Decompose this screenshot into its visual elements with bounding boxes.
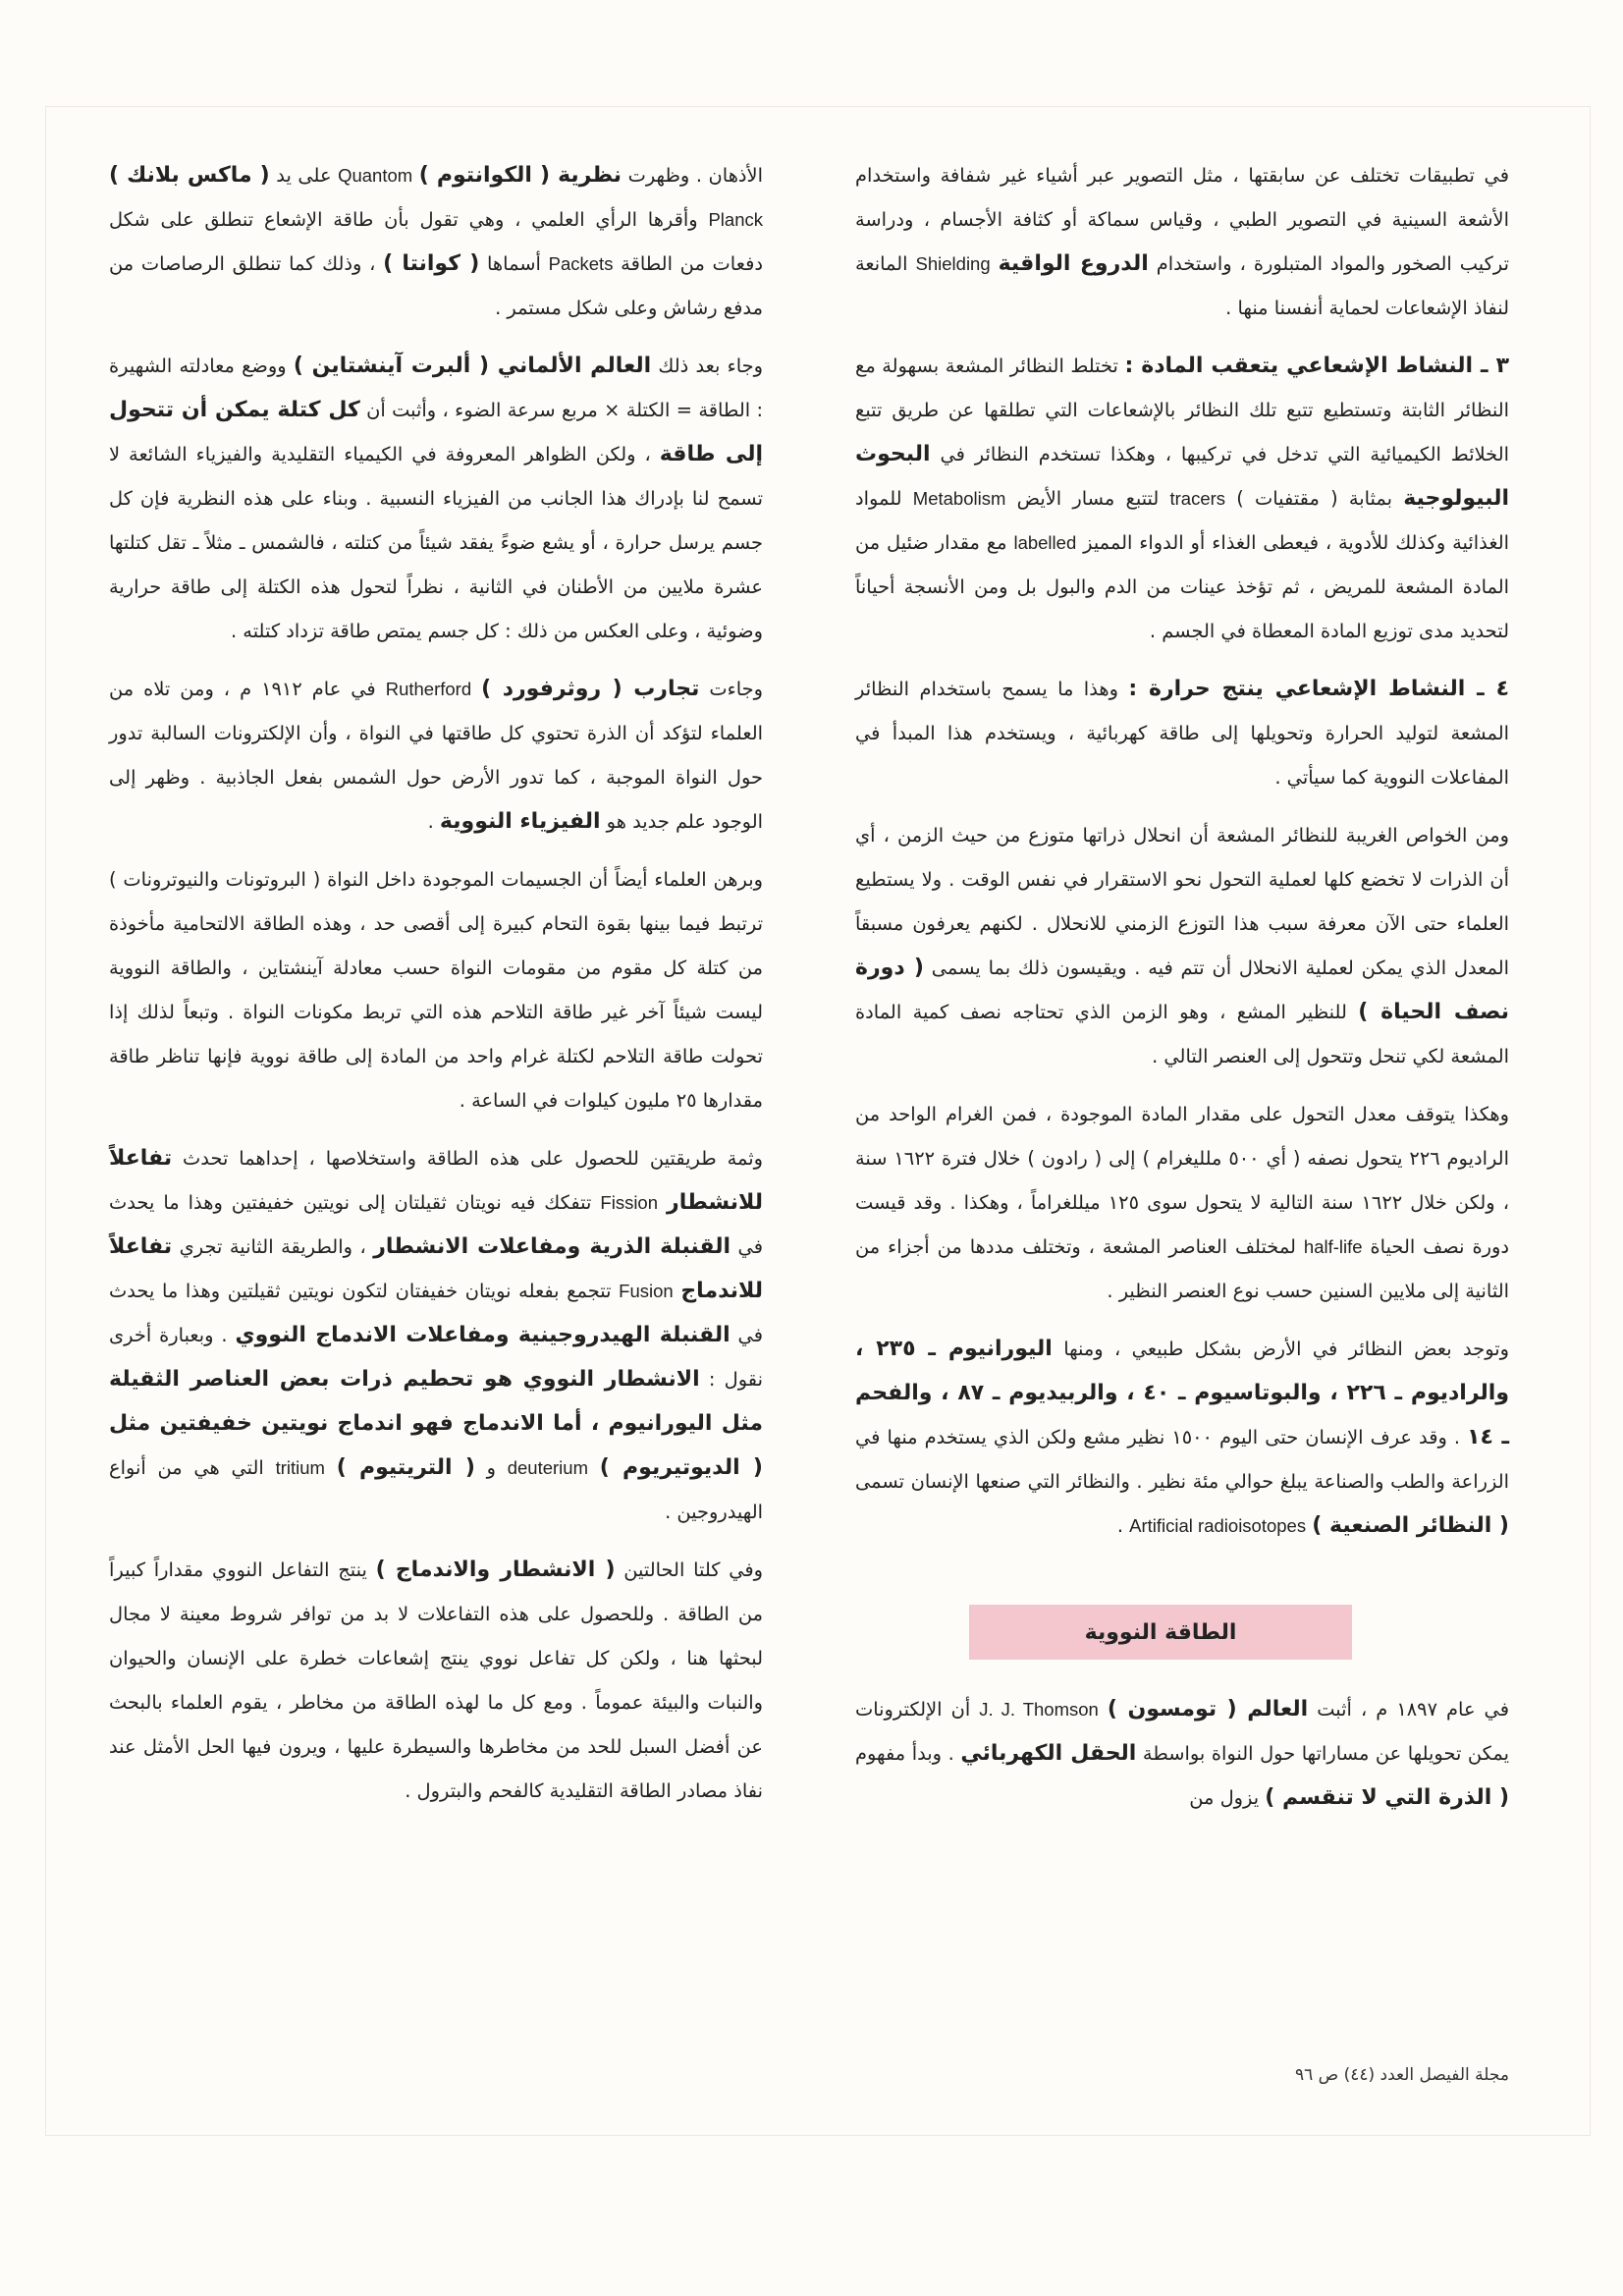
body-text: وجاء بعد ذلك xyxy=(651,355,763,377)
emphasis-text: الحقل الكهربائي xyxy=(960,1741,1137,1766)
body-text: لتتبع مسار الأيض xyxy=(1005,487,1170,510)
body-text: على يد xyxy=(269,164,339,187)
paragraph xyxy=(855,344,1509,653)
body-text: وهكذا يتوقف معدل التحول على مقدار المادة الموجودة ، فمن الغرام الواحد من الراديوم ٢٢٦ يتحول نصفه ( أي ٥٠٠ ملليغرام ) إلى ( رادون ) خلال فترة ١٦٢٢ سنة ، ولكن خلال ١٦٢٢ سنة التالية لا يتحول سوى ١٢٥ ميللغراماً ، وهكذا . وقد قيست دورة نصف الحياة xyxy=(855,1103,1509,1258)
latin-term: Packets xyxy=(548,253,614,274)
latin-term: tritium xyxy=(275,1457,325,1478)
body-text: أسماها xyxy=(479,252,549,275)
emphasis-text: الفيزياء النووية xyxy=(439,809,601,834)
latin-term: tracers xyxy=(1169,488,1226,509)
body-text: ، وذلك كما تنطلق الرصاصات من مدفع رشاش وعلى شكل مستمر . xyxy=(109,252,763,319)
body-text: . وبدأ مفهوم xyxy=(855,1742,961,1765)
body-text: وهذا ما يسمح باستخدام النظائر المشعة لتوليد الحرارة وتحويلها إلى طاقة كهربائية ، ويستخدم هذا المبدأ في المفاعلات النووية كما سيأتي . xyxy=(855,678,1509,789)
emphasis-text: كل كتلة يمكن أن تتحول إلى طاقة xyxy=(109,398,763,466)
body-text: وفي كلتا الحالتين xyxy=(615,1558,763,1581)
paragraph xyxy=(109,1136,763,1534)
body-text: تتجمع بفعله نويتان خفيفتان لتكون نويتين ثقيلتين وهذا ما يحدث في xyxy=(109,1280,763,1346)
latin-term: Quantom xyxy=(338,165,413,186)
section-heading: الطاقة النووية xyxy=(1084,1619,1237,1645)
body-text: ، والطريقة الثانية تجري xyxy=(172,1235,374,1258)
body-text xyxy=(1099,1698,1108,1721)
body-text: للمواد الغذائية وكذلك للأدوية ، فيعطى الغذاء أو الدواء المميز xyxy=(855,487,1509,554)
body-text: . وقد عرف الإنسان حتى اليوم ١٥٠٠ نظير مشع ولكن الذي يستخدم منها في الزراعة والطب والصناعة يبلغ حوالي مئة نظير . والنظائر التي صنعها الإنسان تسمى xyxy=(855,1426,1509,1493)
latin-term: deuterium xyxy=(507,1457,588,1478)
emphasis-text: تفاعلاً للانشطار xyxy=(109,1146,763,1215)
emphasis-text: العالم ( تومسون ) xyxy=(1107,1697,1309,1722)
body-text: وجاءت xyxy=(699,678,763,700)
latin-term: J. J. Thomson xyxy=(979,1699,1099,1720)
body-text: وتوجد بعض النظائر في الأرض بشكل طبيعي ، ومنها xyxy=(1052,1338,1509,1360)
emphasis-text: ( النظائر الصنعية ) xyxy=(1312,1513,1509,1538)
body-text: وبرهن العلماء أيضاً أن الجسيمات الموجودة داخل النواة ( البروتونات والنيوترونات ) ترتبط فيما بينها بقوة التحام كبيرة إلى أقصى حد ، وهذه الطاقة الالتحامية مأخوذة من كتلة كل مقوم من مقومات النواة حسب معادلة آينشتاين ، والطاقة النووية ليست شيئاً آخر غير طاقة التلاحم هذه التي تربط مكونات النواة . وتبعاً لذلك إذا تحولت طاقة التلاحم لكتلة غرام واحد من المادة إلى طاقة نووية فإنها تناظر طاقة مقدارها ٢٥ مليون كيلوات في الساعة . xyxy=(109,868,763,1112)
body-text: التي هي من أنواع الهيدروجين . xyxy=(109,1456,763,1523)
emphasis-text: تجارب ( روثرفورد ) xyxy=(481,677,700,701)
emphasis-text: الدروع الواقية xyxy=(998,251,1149,276)
left-paragraphs xyxy=(109,153,763,1813)
body-text xyxy=(471,678,481,700)
paragraph xyxy=(109,1548,763,1813)
body-text: المانعة لنفاذ الإشعاعات لحماية أنفسنا منها . xyxy=(855,252,1509,319)
body-text: في عام ١٨٩٧ م ، أثبت xyxy=(1308,1698,1509,1721)
body-text: أن الإلكترونات يمكن تحويلها عن مساراتها حول النواة بواسطة xyxy=(855,1698,1510,1765)
emphasis-text: ( دورة نصف الحياة ) xyxy=(855,956,1509,1024)
emphasis-text: ( الانشطار والاندماج ) xyxy=(375,1558,616,1582)
body-text: . وبعبارة أخرى نقول : xyxy=(109,1324,763,1391)
page-footer: مجلة الفيصل العدد (٤٤) ص ٩٦ xyxy=(1294,2065,1509,2085)
paragraph xyxy=(855,667,1509,799)
emphasis-text: ( الذرة التي لا تنقسم ) xyxy=(1265,1785,1509,1810)
emphasis-text: ( ماكس بلانك ) xyxy=(109,163,270,188)
right-column xyxy=(855,153,1509,1833)
paragraph xyxy=(855,1327,1509,1548)
latin-term: Planck xyxy=(708,209,763,230)
body-text: في تطبيقات تختلف عن سابقتها ، مثل التصوير عبر أشياء غير شفافة واستخدام الأشعة السينية في التصوير الطبي ، وقياس سماكة أو كثافة الأجسام ، ودراسة تركيب الصخور والمواد المتبلورة ، واستخدام xyxy=(855,164,1509,275)
paragraph xyxy=(855,1092,1509,1313)
body-text: ، ولكن الظواهر المعروفة في الكيمياء التقليدية والفيزياء الشائعة لا تسمح لنا بإدراك هذا الجانب من الفيزياء النسبية . وبناء على هذه النظرية فإن كل جسم يرسل حرارة ، أو يشع ضوءً يفقد شيئاً من كتلته ، فالشمس ـ مثلاً ـ تقل كتلتها عشرة ملايين من الأطنان في الثانية ، نظراً لتحول هذه الكتلة إلى طاقة حرارية وضوئية ، وعلى العكس من ذلك : كل جسم يمتص طاقة تزداد كتلته . xyxy=(109,443,763,642)
body-text: للنظير المشع ، وهو الزمن الذي تحتاجه نصف كمية المادة المشعة لكي تنحل وتتحول إلى العنصر التالي . xyxy=(855,1001,1509,1067)
emphasis-text: ( التريتيوم ) xyxy=(336,1455,475,1480)
body-text: وثمة طريقتين للحصول على هذه الطاقة واستخلاصها ، إحداهما تحدث xyxy=(172,1147,763,1170)
body-text: بمثابة ( مقتفيات ) xyxy=(1225,487,1404,510)
body-text: تتفكك فيه نويتان ثقيلتان إلى نويتين خفيفتين وهذا ما يحدث في xyxy=(109,1191,763,1258)
emphasis-text: نظرية ( الكوانتوم ) xyxy=(418,163,622,188)
emphasis-text: القنبلة الذرية ومفاعلات الانشطار xyxy=(373,1234,731,1259)
latin-term: Fusion xyxy=(619,1281,674,1301)
paragraph xyxy=(109,344,763,653)
paragraph xyxy=(855,153,1509,330)
emphasis-text: ( كوانتا ) xyxy=(383,251,480,276)
paragraph xyxy=(109,153,763,330)
latin-term: Rutherford xyxy=(385,679,472,699)
body-text: في عام ١٩١٢ م ، ومن تلاه من العلماء لتؤكد أن الذرة تحتوي كل طاقتها في النواة ، وأن الإلكترونات السالبة تدور حول النواة الموجبة ، كما تدور الأرض حول الشمس بفعل الجاذبية . وظهر إلى الوجود علم جديد هو xyxy=(109,678,763,833)
body-text xyxy=(991,252,999,275)
right-paragraphs xyxy=(855,153,1509,1548)
body-text xyxy=(325,1456,337,1479)
body-text: يزول من xyxy=(1189,1786,1266,1809)
emphasis-text: ٣ ـ النشاط الإشعاعي يتعقب المادة : xyxy=(1124,354,1509,378)
latin-term: labelled xyxy=(1013,532,1077,553)
body-text: ومن الخواص الغريبة للنظائر المشعة أن انحلال ذراتها متوزع من حيث الزمن ، أي أن الذرات لا تخضع كلها لعملية التحول نحو الاستقرار في نفس الوقت . ولا يستطيع العلماء حتى الآن معرفة سبب هذا التوزع الزمني للانحلال . لكنهم يعرفون مسبقاً المعدل الذي يمكن لعملية الانحلال أن تتم فيه . ويقيسون ذلك بما يسمى xyxy=(855,824,1509,979)
body-text: مع مقدار ضئيل من المادة المشعة للمريض ، ثم تؤخذ عينات من الدم والبول بل ومن الأنسجة أحياناً لتحديد مدى توزيع المادة المعطاة في الجسم . xyxy=(855,531,1509,642)
body-text: و xyxy=(474,1456,508,1479)
section-heading-box xyxy=(969,1605,1352,1660)
latin-term: Metabolism xyxy=(912,488,1006,509)
body-text: الأذهان . وظهرت xyxy=(622,164,764,187)
emphasis-text: القنبلة الهيدروجينية ومفاعلات الاندماج النووي xyxy=(235,1323,730,1347)
body-text: . xyxy=(427,810,440,833)
body-text xyxy=(658,1191,667,1214)
body-text: ووضع معادلته الشهيرة : الطاقة = الكتلة × مربع سرعة الضوء ، وأثبت أن xyxy=(109,355,764,421)
latin-term: Fission xyxy=(600,1192,659,1213)
body-text: ينتج التفاعل النووي مقداراً كبيراً من الطاقة . وللحصول على هذه التفاعلات لا بد من توافر شروط معينة لا مجال لبحثها هنا ، ولكن كل تفاعل نووي ينتج إشعاعات خطرة على الإنسان والحيوان والنبات والبيئة عموماً . ومع كل ما لهذه الطاقة من مخاطر ، يقوم العلماء بالبحث عن أفضل السبل للحد من مخاطرها والسيطرة عليها ، ويرون فيها الحل الأمثل عند نفاذ مصادر الطاقة التقليدية كالفحم والبترول . xyxy=(109,1558,763,1802)
paragraph xyxy=(855,813,1509,1078)
body-text: وأقرها الرأي العلمي ، وهي تقول بأن طاقة الإشعاع تنطلق على شكل دفعات من الطاقة xyxy=(109,208,763,275)
emphasis-text: ٤ ـ النشاط الإشعاعي ينتج حرارة : xyxy=(1128,677,1509,701)
right-paragraphs-after-heading xyxy=(855,1687,1509,1820)
latin-term: half-life xyxy=(1303,1236,1363,1257)
paragraph xyxy=(109,667,763,844)
body-text: تختلط النظائر المشعة بسهولة مع النظائر الثابتة وتستطيع تتبع تلك النظائر بالإشعاعات التي تطلقها عن طريق تتبع الخلائط الكيميائية التي تدخل في تركيبها ، وهكذا تستخدم النظائر في xyxy=(855,355,1509,465)
emphasis-text: اليورانيوم ـ ٢٣٥ ، والراديوم ـ ٢٢٦ ، والبوتاسيوم ـ ٤٠ ، والربيديوم ـ ٨٧ ، والفحم ـ ١٤ xyxy=(855,1337,1509,1449)
body-text xyxy=(588,1456,600,1479)
emphasis-text: العالم الألماني ( ألبرت آينشتاين ) xyxy=(293,354,652,378)
body-text: . xyxy=(1116,1514,1130,1537)
latin-term: Shielding xyxy=(915,253,991,274)
emphasis-text: الانشطار النووي هو تحطيم ذرات بعض العناصر الثقيلة مثل اليورانيوم ، أما الاندماج فهو اندماج نويتين خفيفتين مثل ( الديوتيريوم ) xyxy=(109,1367,763,1480)
paragraph xyxy=(109,857,763,1122)
latin-term: Artificial radioisotopes xyxy=(1129,1515,1307,1536)
emphasis-text: البحوث البيولوجية xyxy=(855,442,1509,511)
emphasis-text: تفاعلاً للاندماج xyxy=(109,1234,763,1303)
body-text: لمختلف العناصر المشعة ، وتختلف مددها من أجزاء من الثانية إلى ملايين السنين حسب نوع العنصر النظير . xyxy=(855,1235,1509,1302)
left-column xyxy=(109,153,763,1827)
paragraph xyxy=(855,1687,1509,1820)
